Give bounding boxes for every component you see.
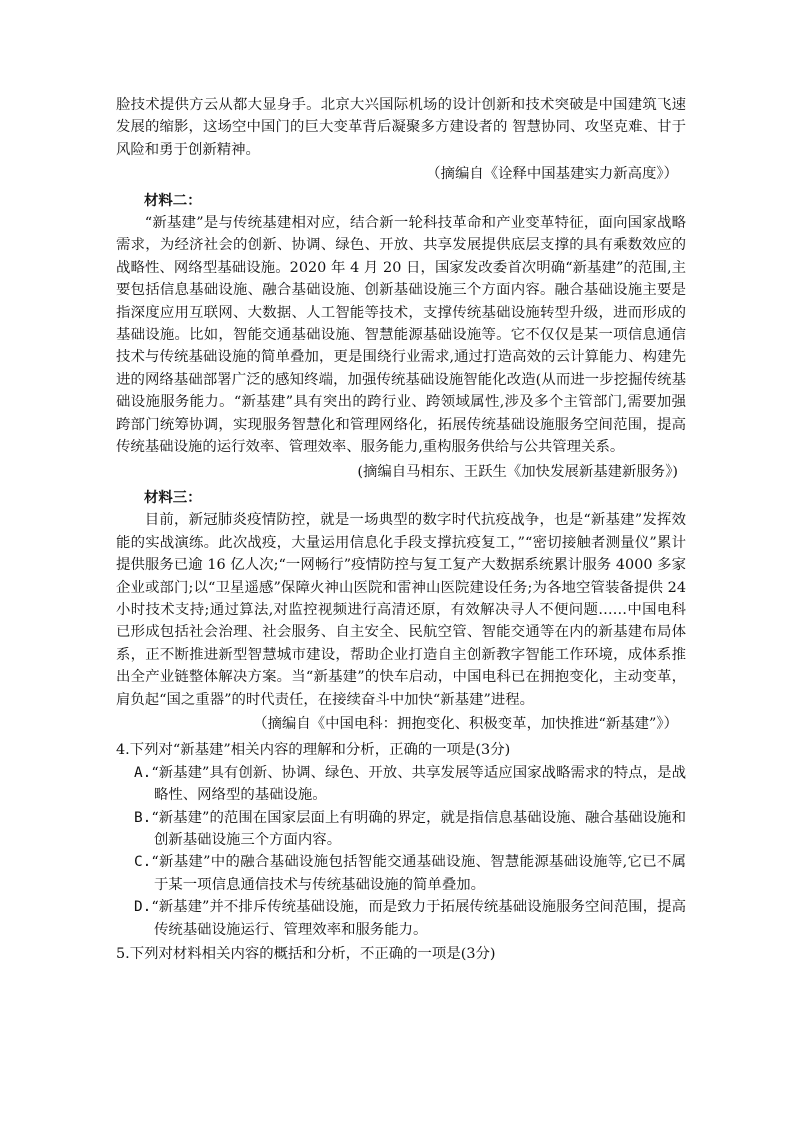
option-letter: B. [134,809,152,826]
option-letter: A. [134,764,152,781]
option-letter: D. [134,899,152,916]
material1-tail: 脸技术提供方云从都大显身手。北京大兴国际机场的设计创新和技术突破是中国建筑飞速发展的缩影，这场空中国门的巨大变革背后凝聚多方建设者的 智慧协同、攻坚克难、甘于风险和勇于创新精神。 [116,97,686,158]
option-text: “新基建”具有创新、协调、绿色、开放、共享发展等适应国家战略需求的特点，是战略性、网络型的基础设施。 [151,764,686,804]
question4-option-c [124,851,686,896]
material2-heading: 材料二： [144,191,202,209]
option-letter: C. [134,854,152,871]
option-text: “新基建”的范围在国家层面上有明确的界定，就是指信息基础设施、融合基础设施和创新基础设施三个方面内容。 [151,809,686,848]
material3-heading: 材料三： [144,488,202,506]
question5-stem: 5.下列对材料相关内容的概括和分析，不正确的一项是(3分) [116,946,496,963]
material3-source: （摘编自《中国电科：拥抱变化、积极变革，加快推进“新基建”》） [253,715,678,732]
question4-option-a [124,762,686,807]
material2-source: (摘编自马相东、王跃生《加快发展新基建新服务》) [357,463,678,480]
material3-body: 目前，新冠肺炎疫情防控，就是一场典型的数字时代抗疫战争，也是“新基建”发挥效能的实战演练。此次战疫，大量运用信息化手段支撑抗疫复工，”“密切接触者测量仪”累计提供服务已逾 16 亿人次;“一网畅行”疫情防控与复工复产大数据系统累计服务 4000 多家企业或部门;以“卫星遥感”保障火神山医院和雷神山医院建设任务;为各地空管装备提供 24 小时技术支持;通过算法,对监控视频进行高清还原，有效解决寻人不便问题……中国电科已形成包括社会治理、社会服务、自主安全、民航空管、智能交通等在内的新基建布局体系，正不断推进新型智慧城市建设，帮助企业打造自主创新教字智能工作环境，成体系推出全产业链整体解决方案。当“新基建”的快车启动，中国电科已在拥抱变化，主动变革，肩负起“国之重器”的时代责任，在接续奋斗中加快“新基建”进程。 [116,512,686,708]
question4-option-b [124,807,686,852]
document-page [116,94,686,965]
material1-source: （摘编自《诠释中国基建实力新高度》） [426,166,678,183]
question4-stem: 4.下列对“新基建”相关内容的理解和分析，正确的一项是(3分) [116,742,511,759]
question4-option-d [124,896,686,941]
option-text: “新基建”中的融合基础设施包括智能交通基础设施、智慧能源基础设施等,它已不属于某一项信息通信技术与传统基础设施的简单叠加。 [151,854,686,893]
option-text: “新基建”并不排斥传统基础设施，而是致力于拓展传统基础设施服务空间范围，提高传统基础设施运行、管理效率和服务能力。 [151,899,686,938]
material2-body: “新基建”是与传统基建相对应，结合新一轮科技革命和产业变革特征，面向国家战略需求，为经济社会的创新、协调、绿色、开放、共享发展提供底层支撑的具有乘数效应的战略性、网络型基础设施。2020 年 4 月 20 日，国家发改委首次明确“新基建”的范围,主要包括信息基础设施、融合基础设施、创新基础设施三个方面内容。融合基础设施主要是指深度应用互联网、大数据、人工智能等技术，支撑传统基础设施转型升级，进而形成的基础设施。比如，智能交通基础设施、智慧能源基础设施等。它不仅仅是某一项信息通信技术与传统基础设施的简单叠加，更是围绕行业需求,通过打造高效的云计算能力、构建先进的网络基础部署广泛的感知终端，加强传统基础设施智能化改造(从而进一步挖掘传统基础设施服务能力。“新基建”具有突出的跨行业、跨领域属性,涉及多个主管部门,需要加强跨部门统筹协调，实现服务智慧化和管理网络化，拓展传统基础设施服务空间范围，提高传统基础设施的运行效率、管理效率、服务能力,重构服务供给与公共管理关系。 [116,215,686,456]
